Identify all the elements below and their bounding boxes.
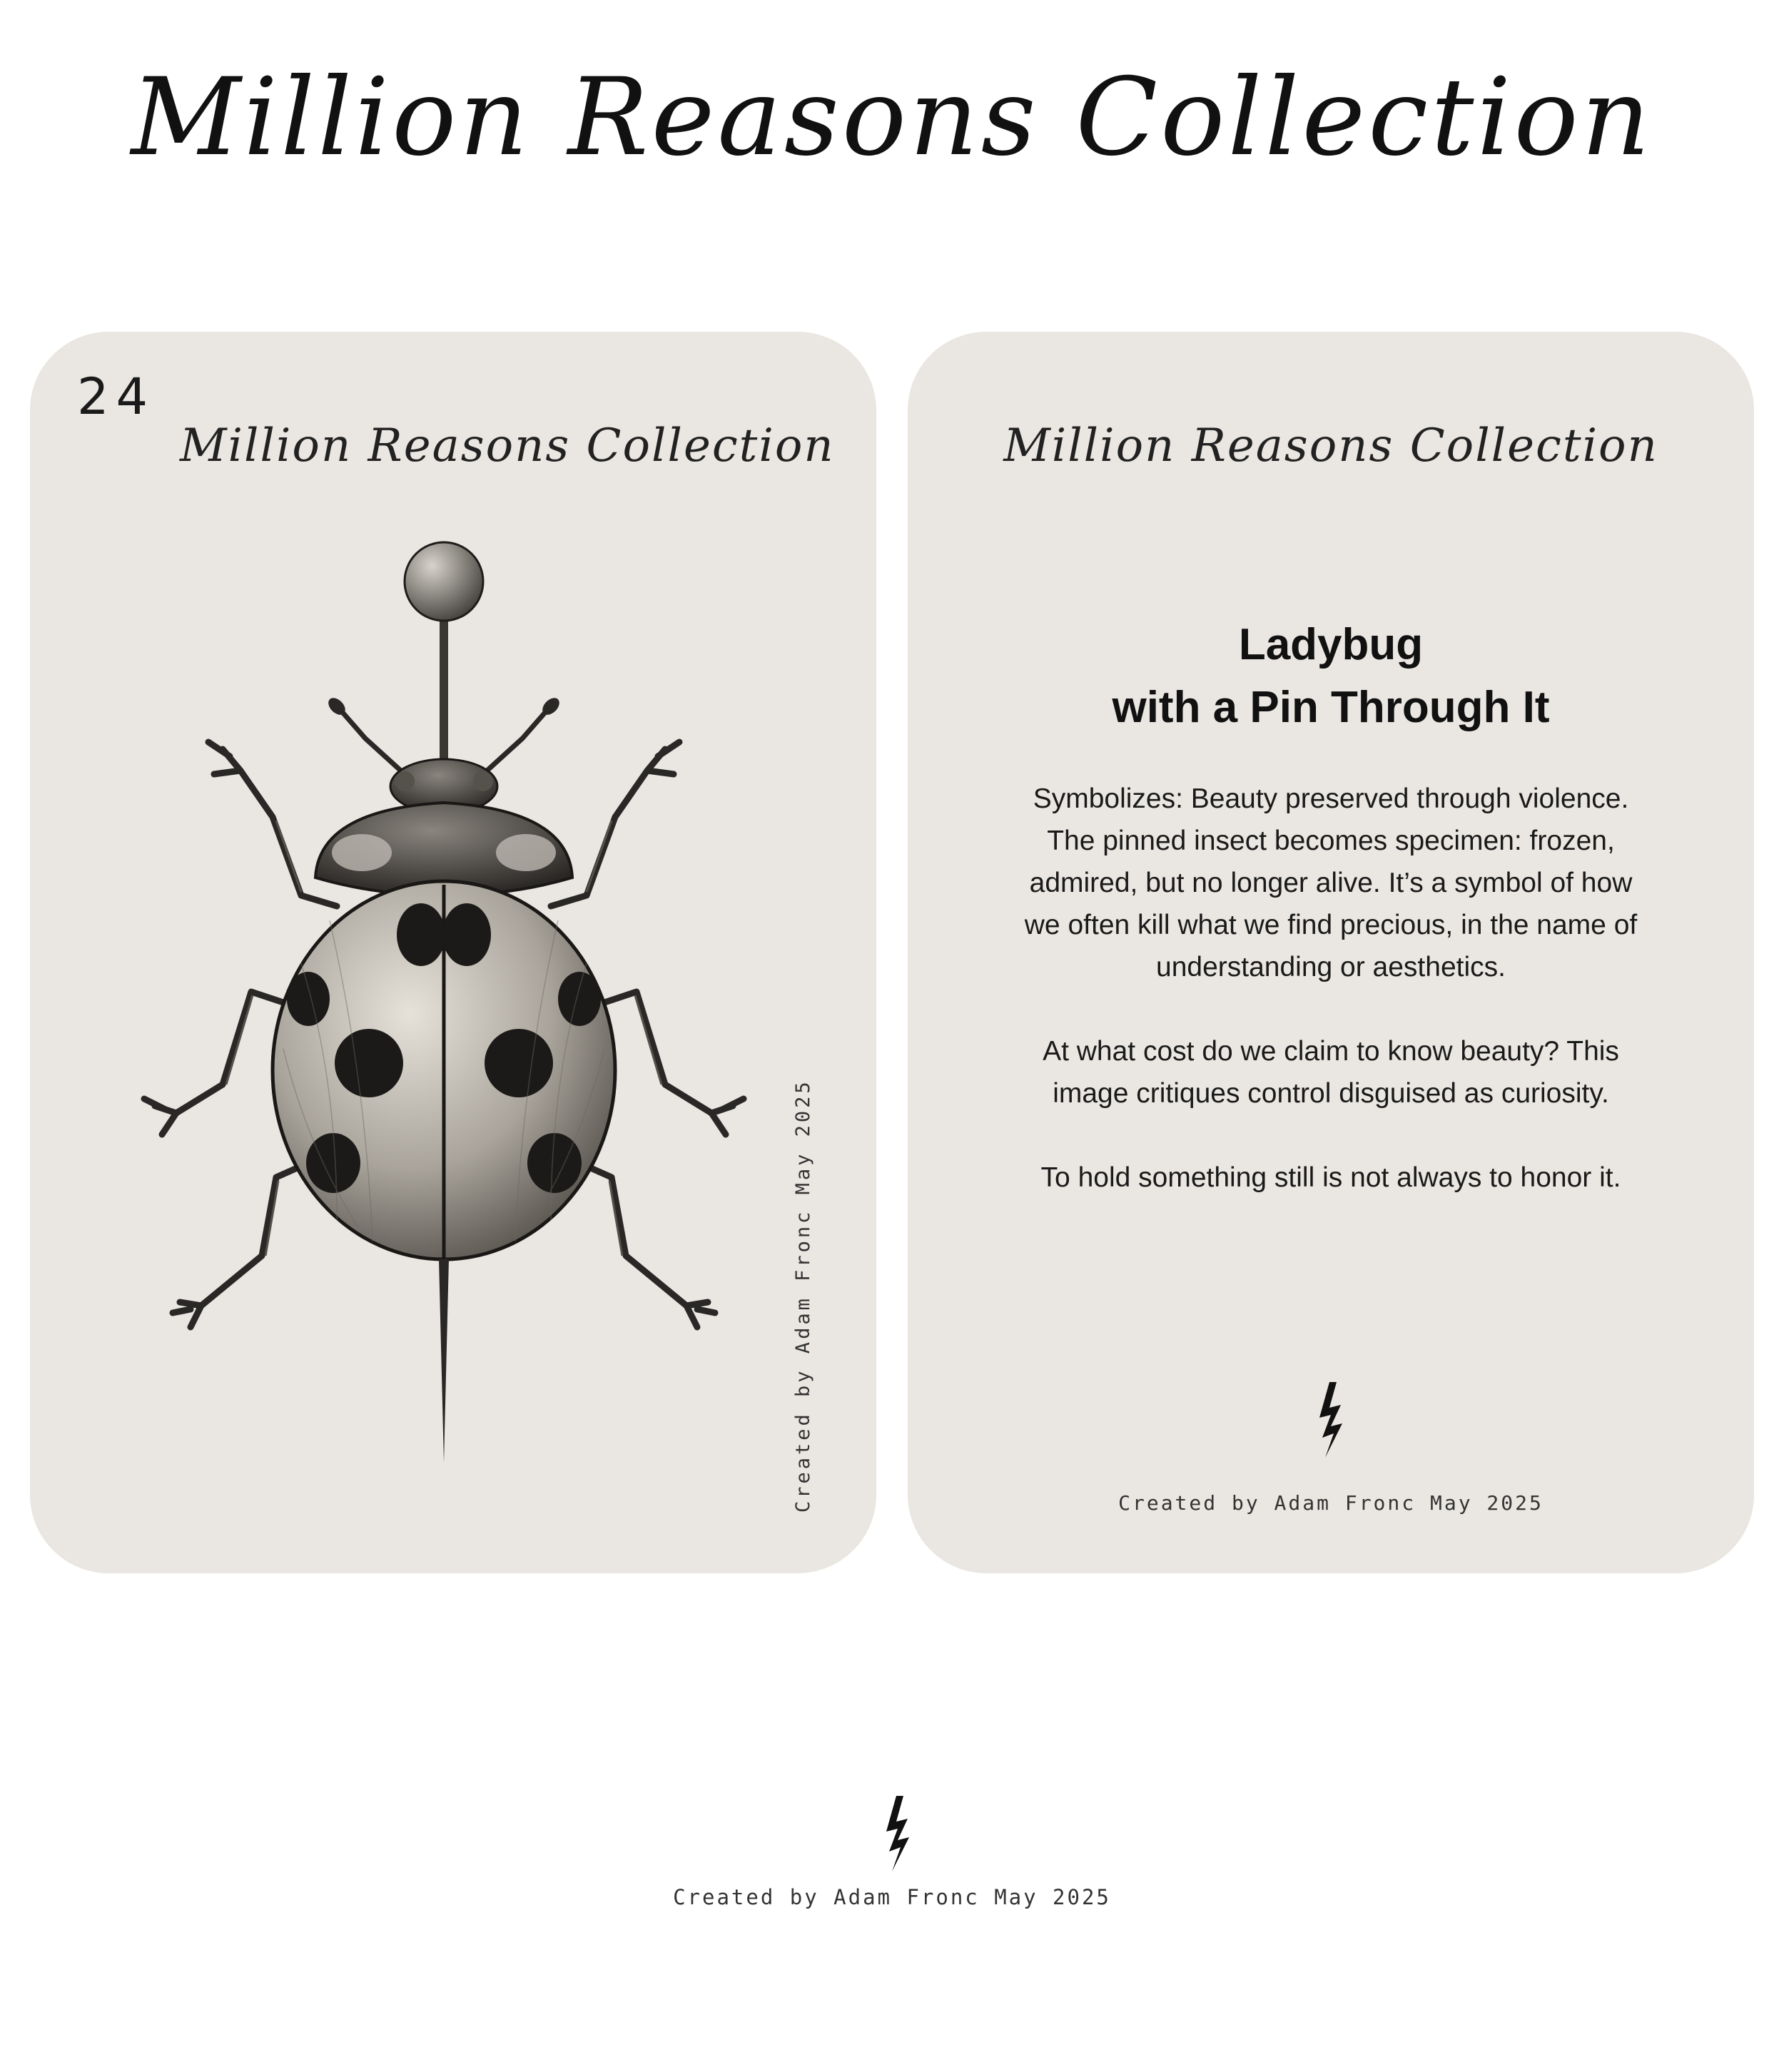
back-card bbox=[908, 332, 1754, 1573]
back-card-title: Million Reasons Collection bbox=[1003, 420, 1658, 472]
footer-credit: Created by Adam Fronc May 2025 bbox=[673, 1885, 1111, 1909]
card-number: 24 bbox=[77, 367, 156, 426]
card-heading-line1: Ladybug bbox=[1238, 620, 1424, 669]
ladybug-illustration bbox=[123, 535, 765, 1477]
description-paragraph: Symbolizes: Beauty preserved through violence. The pinned insect becomes specimen: frozen, admired, but no longer alive. It’s a symbol of how we often kill what we find precious, in the name of understanding or aesthetics. bbox=[1024, 783, 1638, 982]
lightning-bolt-icon bbox=[876, 1794, 919, 1873]
front-card-title: Million Reasons Collection bbox=[180, 420, 835, 472]
description-paragraph: At what cost do we claim to know beauty? This image critiques control disguised as curiosity. bbox=[1043, 1036, 1619, 1109]
card-heading-line2: with a Pin Through It bbox=[1112, 683, 1550, 732]
lightning-bolt-icon bbox=[1309, 1381, 1352, 1459]
front-card bbox=[30, 332, 876, 1573]
front-card-credit: Created by Adam Fronc May 2025 bbox=[792, 1079, 814, 1513]
description-paragraph: To hold something still is not always to honor it. bbox=[1040, 1162, 1621, 1193]
card-heading bbox=[908, 614, 1754, 739]
page-title: Million Reasons Collection bbox=[131, 56, 1653, 180]
card-description bbox=[1022, 778, 1640, 1199]
back-card-credit: Created by Adam Fronc May 2025 bbox=[1118, 1491, 1544, 1515]
